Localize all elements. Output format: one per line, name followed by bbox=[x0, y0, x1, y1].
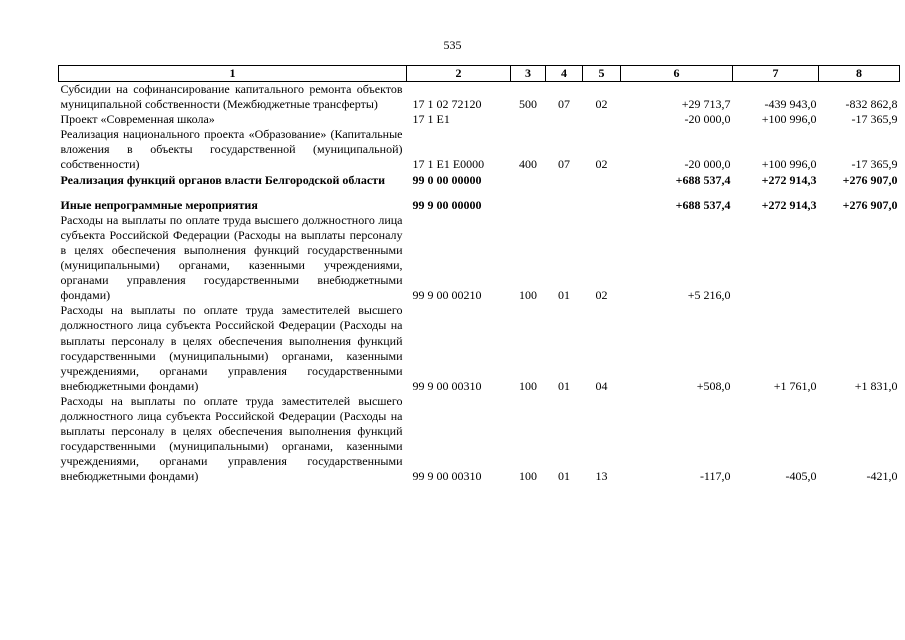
table-row bbox=[59, 198, 900, 213]
row-col-5 bbox=[583, 173, 621, 188]
row-col-3 bbox=[511, 173, 546, 188]
row-code: 17 1 E1 bbox=[412, 112, 450, 127]
row-col-5: 02 bbox=[595, 157, 608, 172]
row-col-6: +688 537,4 bbox=[675, 197, 731, 212]
row-col-3 bbox=[511, 198, 546, 213]
row-col-4 bbox=[546, 173, 583, 188]
row-col-6: +508,0 bbox=[696, 378, 731, 393]
row-col-6: -20 000,0 bbox=[684, 112, 731, 127]
row-col-4: 07 bbox=[558, 97, 570, 112]
header-col-1: 1 bbox=[59, 66, 407, 82]
header-col-4: 4 bbox=[546, 66, 583, 82]
header-col-7: 7 bbox=[733, 66, 819, 82]
header-col-3: 3 bbox=[511, 66, 546, 82]
row-description: Реализация национального проекта «Образование» (Капитальные вложения в объекты государственной (муниципальной) собственности) bbox=[60, 127, 403, 172]
row-code: 17 1 E1 E0000 bbox=[412, 157, 485, 172]
row-col-8: +1 831,0 bbox=[854, 378, 898, 393]
row-code: 99 9 00 00310 bbox=[412, 378, 482, 393]
row-col-3: 100 bbox=[519, 378, 537, 393]
row-spacer bbox=[59, 188, 900, 198]
table-row bbox=[59, 213, 900, 304]
table-row bbox=[59, 112, 900, 127]
row-description: Иные непрограммные мероприятия bbox=[60, 197, 258, 212]
row-col-7: -439 943,0 bbox=[764, 97, 817, 112]
row-col-3: 100 bbox=[519, 288, 537, 303]
row-col-6: +688 537,4 bbox=[675, 172, 731, 187]
row-col-4: 07 bbox=[558, 157, 570, 172]
row-col-7: +272 914,3 bbox=[761, 172, 817, 187]
row-col-3: 100 bbox=[519, 469, 537, 484]
row-col-3: 400 bbox=[519, 157, 537, 172]
row-code: 99 9 00 00000 bbox=[412, 197, 482, 212]
row-code: 17 1 02 72120 bbox=[412, 97, 482, 112]
row-col-8 bbox=[819, 213, 900, 304]
row-col-6: +5 216,0 bbox=[687, 288, 731, 303]
row-code: 99 9 00 00310 bbox=[412, 469, 482, 484]
row-col-3 bbox=[511, 112, 546, 127]
header-col-5: 5 bbox=[583, 66, 621, 82]
row-description: Расходы на выплаты по оплате труда заместителей высшего должностного лица субъекта Российской Федерации (Расходы на выплаты персоналу в целях обеспечения выполнения функций государственными (муниципальными) органами, казенными учреждениями, органами управления государственными внебюджетными фондами) bbox=[60, 393, 403, 484]
row-col-5: 02 bbox=[595, 97, 608, 112]
row-description: Субсидии на софинансирование капитального ремонта объектов муниципальной собственности (Межбюджетные трансферты) bbox=[60, 82, 403, 112]
budget-table bbox=[58, 65, 900, 484]
page-number: 535 bbox=[443, 38, 462, 52]
row-description: Расходы на выплаты по оплате труда заместителей высшего должностного лица субъекта Российской Федерации (Расходы на выплаты персоналу в целях обеспечения выполнения функций государственными (муниципальными) органами, казенными учреждениями, органами управления государственными внебюджетными фондами) bbox=[60, 303, 403, 393]
row-col-5: 13 bbox=[595, 469, 608, 484]
row-description: Реализация функций органов власти Белгородской области bbox=[60, 172, 385, 187]
row-col-6: -117,0 bbox=[699, 469, 731, 484]
row-col-4: 01 bbox=[558, 469, 570, 484]
row-col-4: 01 bbox=[558, 288, 570, 303]
row-col-7: -405,0 bbox=[785, 469, 817, 484]
header-col-8: 8 bbox=[819, 66, 900, 82]
row-col-7: +100 996,0 bbox=[761, 157, 817, 172]
row-col-7: +1 761,0 bbox=[773, 378, 817, 393]
table-row bbox=[59, 127, 900, 172]
header-row bbox=[59, 66, 900, 82]
header-col-6: 6 bbox=[621, 66, 733, 82]
table-row bbox=[59, 303, 900, 394]
spacer-cell bbox=[59, 188, 900, 198]
row-col-4 bbox=[546, 112, 583, 127]
header-col-2: 2 bbox=[407, 66, 511, 82]
row-code: 99 9 00 00210 bbox=[412, 288, 482, 303]
row-col-5: 02 bbox=[595, 288, 608, 303]
table-row bbox=[59, 173, 900, 188]
row-col-5 bbox=[583, 112, 621, 127]
row-col-8: -17 365,9 bbox=[851, 157, 898, 172]
row-col-8: -421,0 bbox=[866, 469, 898, 484]
row-description: Проект «Современная школа» bbox=[60, 112, 215, 127]
row-col-5 bbox=[583, 198, 621, 213]
row-col-7 bbox=[733, 213, 819, 304]
row-col-6: -20 000,0 bbox=[684, 157, 731, 172]
row-col-7: +100 996,0 bbox=[761, 112, 817, 127]
table-row bbox=[59, 82, 900, 113]
row-col-7: +272 914,3 bbox=[761, 197, 817, 212]
row-col-4 bbox=[546, 198, 583, 213]
row-code: 99 0 00 00000 bbox=[412, 172, 482, 187]
row-col-8: -832 862,8 bbox=[845, 97, 898, 112]
row-col-8: +276 907,0 bbox=[842, 172, 898, 187]
row-col-6: +29 713,7 bbox=[681, 97, 731, 112]
row-col-8: +276 907,0 bbox=[842, 197, 898, 212]
row-col-4: 01 bbox=[558, 378, 570, 393]
row-col-3: 500 bbox=[519, 97, 537, 112]
row-col-5: 04 bbox=[595, 378, 608, 393]
row-description: Расходы на выплаты по оплате труда высшего должностного лица субъекта Российской Федерации (Расходы на выплаты персоналу в целях обеспечения выполнения функций государственными (муниципальными) органами, казенными учреждениями, органами управления государственными внебюджетными фондами) bbox=[60, 212, 403, 303]
table-row bbox=[59, 394, 900, 485]
row-col-8: -17 365,9 bbox=[851, 112, 898, 127]
